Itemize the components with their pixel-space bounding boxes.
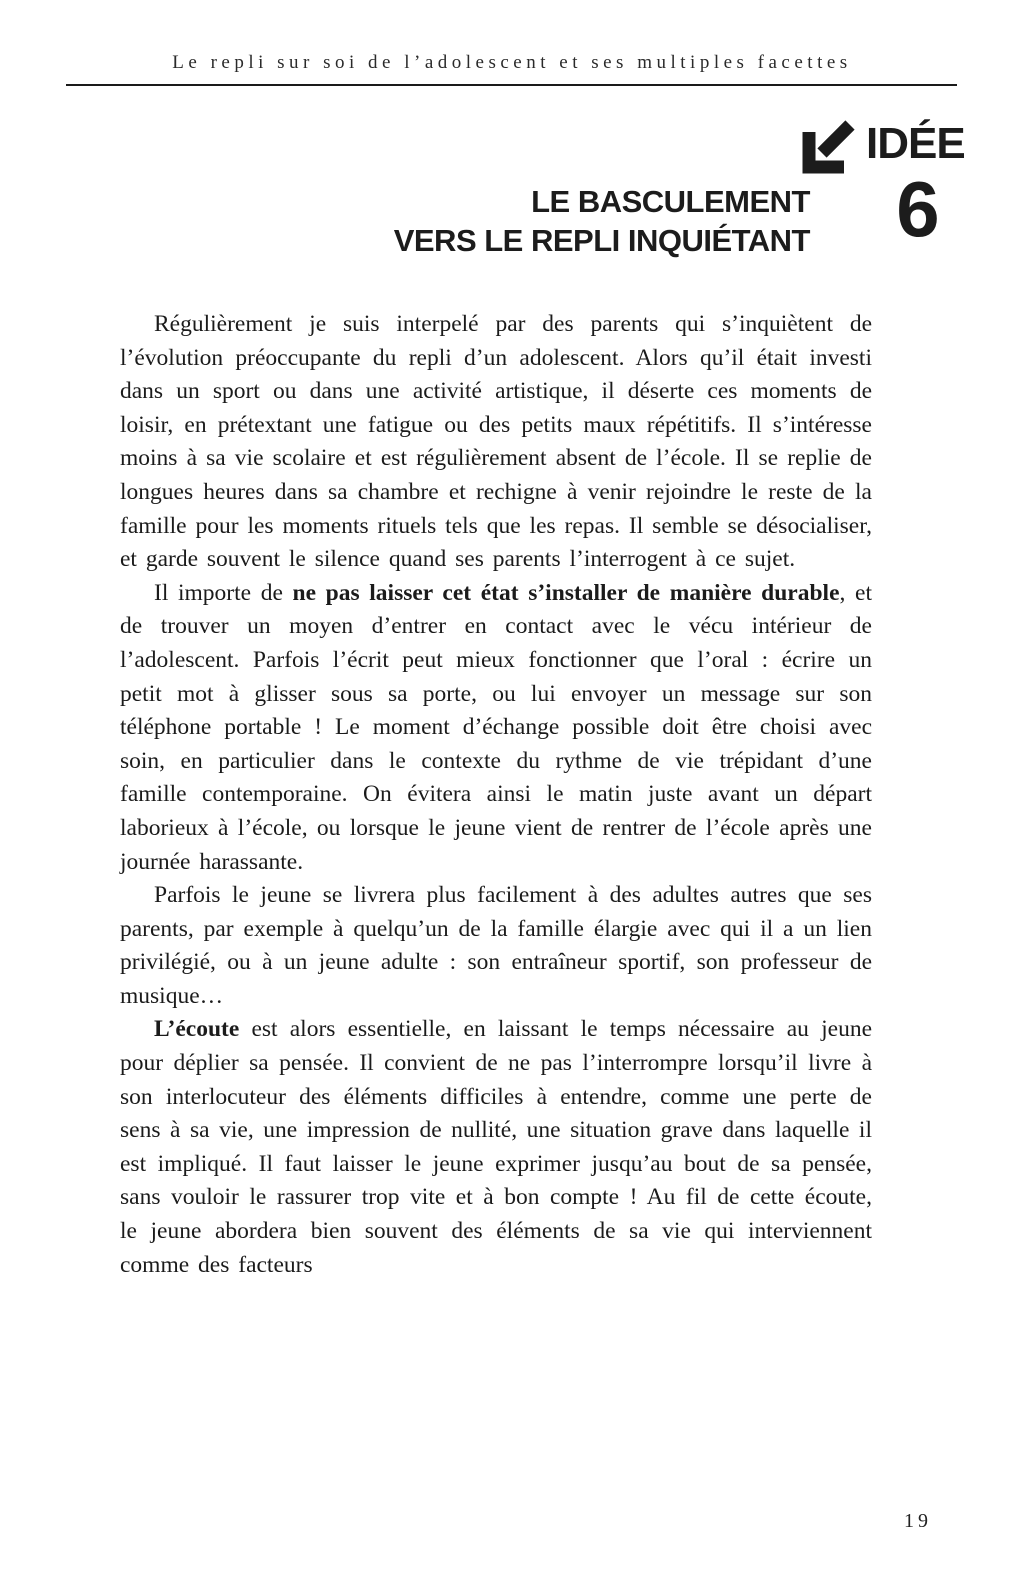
idea-number: 6 bbox=[896, 165, 940, 253]
paragraph: L’écoute est alors essentielle, en laissant le temps nécessaire au jeune pour déplier sa pensée. Il convient de ne pas l’interrompre lorsqu’il livre à son interlocuteur des éléments difficiles à entendre, comme une perte de sens à sa vie, une impression de nullité, une situation grave dans laquelle il est impliqué. Il faut laisser le jeune exprimer jusqu’au bout de sa pensée, sans vouloir le rassurer trop vite et à bon compte ! Au fil de cette écoute, le jeune abordera bien souvent des éléments de sa vie qui interviennent comme des facteurs bbox=[120, 1016, 872, 1278]
chapter-title-line2: VERS LE REPLI INQUIÉTANT bbox=[393, 222, 810, 258]
header-divider bbox=[66, 84, 957, 86]
paragraph: Régulièrement je suis interpelé par des parents qui s’inquiètent de l’évolution préoccupante du repli d’un adolescent. Alors qu’il était investi dans un sport ou dans une activité artistique, il déserte ces moments de loisir, en prétextant une fatigue ou des petits maux répétitifs. Il s’intéresse moins à sa vie scolaire et est régulièrement absent de l’école. Il se replie de longues heures dans sa chambre et rechigne à venir rejoindre le reste de la famille pour les moments rituels tels que les repas. Il semble se désocialiser, et garde souvent le silence quand ses parents l’interrogent à ce sujet. bbox=[120, 311, 872, 573]
chapter-title bbox=[394, 183, 810, 260]
paragraph: Parfois le jeune se livrera plus facilement à des adultes autres que ses parents, par exemple à quelqu’un de la famille élargie avec qui il a un lien privilégié, ou à un jeune adulte : son entraîneur sportif, son professeur de musique… bbox=[120, 882, 872, 1009]
page-number: 19 bbox=[904, 1510, 932, 1532]
idea-badge bbox=[800, 118, 980, 253]
running-title: Le repli sur soi de l’adolescent et ses multiples facettes bbox=[172, 52, 852, 73]
idea-label: IDÉE bbox=[866, 119, 965, 168]
arrow-down-left-icon bbox=[800, 118, 856, 174]
chapter-title-line1: LE BASCULEMENT bbox=[531, 184, 810, 219]
paragraph: Il importe de ne pas laisser cet état s’installer de manière durable, et de trouver un moyen d’entrer en contact avec le vécu intérieur de l’adolescent. Parfois l’écrit peut mieux fonctionner que l’oral : écrire un petit mot à glisser sous sa porte, ou lui envoyer un message sur son téléphone portable ! Le moment d’échange possible doit être choisi avec soin, en particulier dans le contexte du rythme de vie trépidant d’une famille contemporaine. On évitera ainsi le matin juste avant un départ laborieux à l’école, ou lorsque le jeune vient de rentrer de l’école après une journée harassante. bbox=[120, 579, 872, 875]
body-text bbox=[120, 308, 872, 1282]
